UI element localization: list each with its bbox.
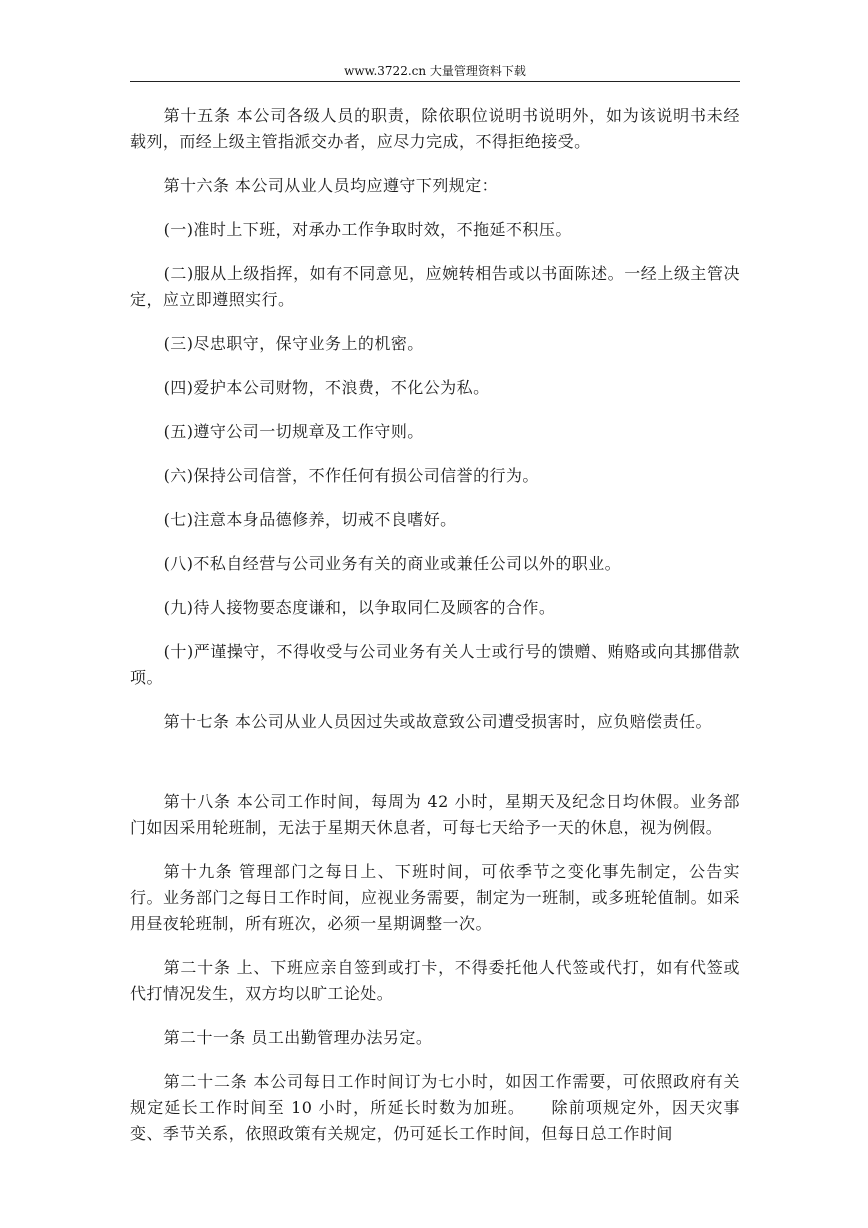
article-15: 第十五条 本公司各级人员的职责，除依职位说明书说明外，如为该说明书未经载列，而经上级主管指派交办者，应尽力完成，不得拒绝接受。	[130, 106, 740, 151]
rule-item-4: (四)爱护本公司财物，不浪费，不化公为私。	[163, 378, 490, 397]
rule-item-6: (六)保持公司信誉，不作任何有损公司信誉的行为。	[163, 466, 539, 485]
article-17: 第十七条 本公司从业人员因过失或故意致公司遭受损害时，应负赔偿责任。	[163, 712, 712, 731]
rule-item-9: (九)待人接物要态度谦和，以争取同仁及顾客的合作。	[163, 598, 556, 617]
article-22: 第二十二条 本公司每日工作时间订为七小时，如因工作需要，可依照政府有关规定延长工作时间至 10 小时，所延长时数为加班。 除前项规定外，因天灾事变、季节关系，依照政策有关规定，仍可延长工作时间，但每日总工作时间	[130, 1072, 740, 1143]
article-20: 第二十条 上、下班应亲自签到或打卡，不得委托他人代签或代打，如有代签或代打情况发生，双方均以旷工论处。	[130, 958, 740, 1003]
rule-item-3: (三)尽忠职守，保守业务上的机密。	[163, 334, 424, 353]
document-body	[130, 103, 740, 1165]
article-18: 第十八条 本公司工作时间，每周为 42 小时，星期天及纪念日均休假。业务部门如因采用轮班制，无法于星期天休息者，可每七天给予一天的休息，视为例假。	[130, 792, 740, 837]
article-16: 第十六条 本公司从业人员均应遵守下列规定：	[163, 176, 499, 195]
rule-item-7: (七)注意本身品德修养，切戒不良嗜好。	[163, 510, 457, 529]
page-header: www.3722.cn 大量管理资料下载	[344, 64, 526, 78]
article-21: 第二十一条 员工出勤管理办法另定。	[163, 1028, 433, 1047]
rule-item-8: (八)不私自经营与公司业务有关的商业或兼任公司以外的职业。	[163, 554, 622, 573]
rule-item-10: (十)严谨操守，不得收受与公司业务有关人士或行号的馈赠、贿赂或向其挪借款项。	[130, 642, 740, 687]
rule-item-2: (二)服从上级指挥，如有不同意见，应婉转相告或以书面陈述。一经上级主管决定，应立即遵照实行。	[130, 264, 740, 309]
header-divider	[130, 81, 740, 82]
rule-item-5: (五)遵守公司一切规章及工作守则。	[163, 422, 424, 441]
article-19: 第十九条 管理部门之每日上、下班时间，可依季节之变化事先制定，公告实行。业务部门之每日工作时间，应视业务需要，制定为一班制，或多班轮值制。如采用昼夜轮班制，所有班次，必须一星期调整一次。	[130, 862, 740, 933]
rule-item-1: (一)准时上下班，对承办工作争取时效，不拖延不积压。	[163, 220, 572, 239]
